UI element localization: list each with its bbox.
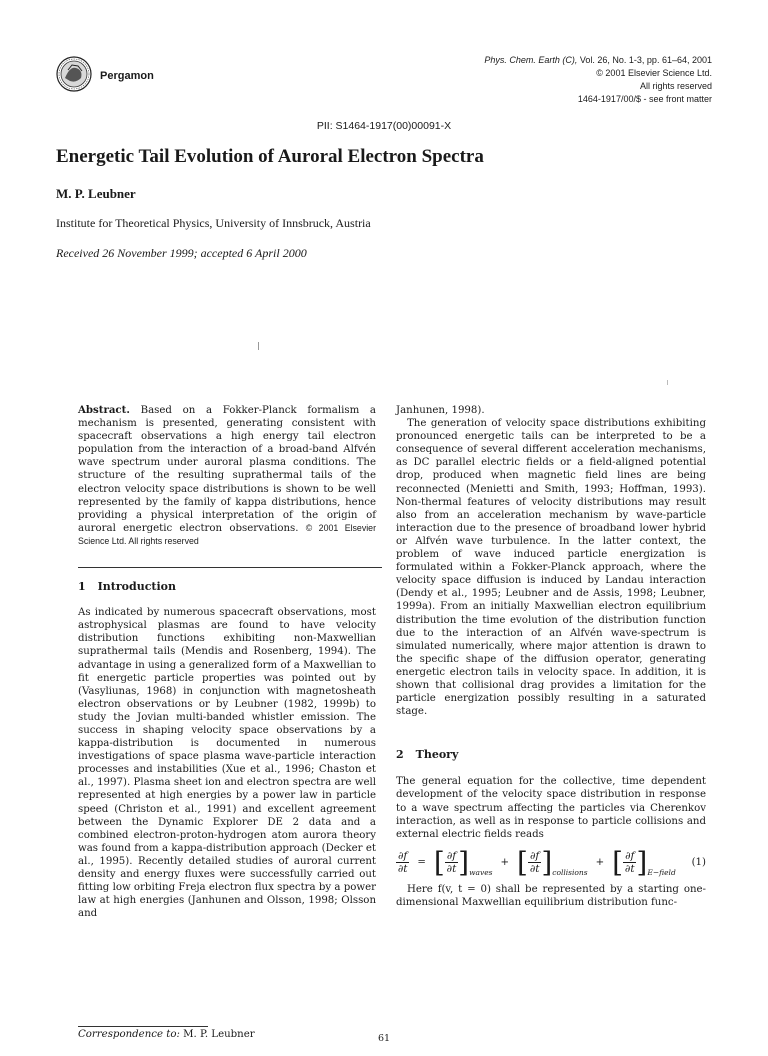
theory-paragraph-1: The general equation for the collective, time dependent development of the velocity space distribution in response to a wave spectrum affecting the particles via Cherenkov interaction, as well as in response to particle collisions and external electric fields reads: [396, 776, 706, 840]
abstract-copyright: © 2001 Elsevier Science Ltd. All rights reserved: [78, 522, 376, 546]
footnote-rule: [78, 1026, 208, 1027]
section-title: Introduction: [97, 580, 176, 594]
section-heading-introduction: [78, 580, 376, 593]
journal-name: Phys. Chem. Earth (C),: [484, 55, 578, 65]
publisher-name: Pergamon: [100, 70, 154, 82]
eq-term-efield: [ $\frac{\partial f}{\partial t}$ ] E−field: [612, 845, 676, 879]
correspondence-label: Correspondence to:: [78, 1029, 180, 1040]
equation-1: $\frac{\partial f}{\partial t}$ = [ $\frac{\partial f}{\partial t}$ ] waves + [ $\frac{\partial f}{\partial t}$ ] collisions + [ $\frac{\partial f}{\partial t}$ ] E−field (1): [397, 845, 706, 879]
theory-paragraph-2: Here f(v, t = 0) shall be represented by a starting one-dimensional Maxwellian equilibrium distribution func-: [396, 883, 706, 908]
intro-paragraph-1: As indicated by numerous spacecraft observations, most astrophysical plasmas are found to have velocity distribution functions exhibiting non-Maxwellian suprathermal tails (Mendis and Rosenberg, 1994). The advantage in using a generalized form of a Maxwellian to fit energetic particle properties was pointed out by (Vasyliunas, 1968) in conjunction with magnetosheath electron observations or by Leubner (1982, 1999b) to study the Jovian multi-banded whistler emission. The success in shaping velocity space observations by a kappa-distribution is documented in numerous investigations of space plasma wave-particle interaction processes and instabilities (Xue et al., 1996; Chaston et al., 1997). Plasma sheet ion and electron spectra are well represented at high energies by a power law in particle speed (Christon et al., 1991) and excellent agreement between the Dynamic Explorer DE 2 data and a combined electron-proton-hydrogen atom aurora theory was found from a kappa-distribution approach (Decker et al., 1995). Recently detailed studies of auroral current density and energy fluxes were successfully carried out fitting low orbiting Freja electron flux spectra by a power law at high energies (Janhunen and Olsson, 1998; Olsson and: [78, 607, 376, 920]
correspondence-name: M. P. Leubner: [179, 1029, 255, 1040]
author-name: M. P. Leubner: [56, 186, 136, 201]
journal-volume: Vol. 26, No. 1-3, pp. 61–64, 2001: [577, 55, 712, 65]
scan-mark: [258, 342, 259, 350]
section-heading-theory: [396, 748, 706, 761]
abstract-rule: [78, 567, 382, 568]
abstract: [78, 404, 376, 548]
pergamon-logo-icon: [56, 56, 92, 92]
abstract-text: Based on a Fokker-Planck formalism a mechanism is presented, generating consistent with spacecraft observations a high energy tail electron population from the interaction of a broad-band Alfvén wave spectrum under auroral plasma conditions. The structure of the resulting suprathermal tails of the electron velocity space distributions is shown to be well represented by the family of kappa distributions, hence providing a physical interpretation of the origin of auroral energetic electron observations.: [78, 405, 376, 534]
page-number: 61: [377, 1033, 391, 1044]
intro-paragraph-2: The generation of velocity space distributions exhibiting pronounced energetic tails can be interpreted to be a consequence of several different acceleration mechanisms, as DC parallel electric fields or a field-aligned potential drop, produced when magnetic field lines are being reconnected (Menietti and Smith, 1993; Hoffman, 1993). Non-thermal features of velocity distributions may result also from an acceleration mechanism by wave-particle interaction due to the presence of broadband lower hybrid or Alfvén wave turbulence. In the latter context, the problem of wave induced particle energization is formulated within a Fokker-Planck approach, where the velocity space diffusion is induced by Landau interaction (Dendy et al., 1995; Leubner and de Assis, 1998; Leubner, 1999a). From an initially Maxwellian electron equilibrium distribution the time evolution of the distribution function due to the interaction of an Alfvén wave-spectrum is simulated numerically, where major attention is drawn to the specific shape of the diffusion operator, generating energetic electron tails in velocity space. In addition, it is shown that collisional drag provides a limitation for the particle energization possibly resulting in a saturated stage.: [396, 418, 706, 718]
section-title: Theory: [415, 748, 459, 762]
scan-mark-dot: [667, 380, 668, 385]
eq-lhs: $\frac{\partial f}{\partial t}$: [397, 850, 408, 876]
abstract-label: Abstract.: [78, 404, 130, 416]
eq-term-waves: [ $\frac{\partial f}{\partial t}$ ] waves: [433, 845, 493, 879]
journal-copyright: © 2001 Elsevier Science Ltd.: [596, 68, 712, 78]
received-dates: Received 26 November 1999; accepted 6 April 2000: [56, 246, 307, 260]
intro-paragraph-1-continued: Janhunen, 1998).: [396, 405, 485, 416]
right-column: [396, 404, 706, 909]
pii-line: PII: S1464-1917(00)00091-X: [316, 120, 452, 132]
left-column: [78, 404, 376, 920]
affiliation: Institute for Theoretical Physics, University of Innsbruck, Austria: [56, 216, 371, 230]
journal-issn: 1464-1917/00/$ - see front matter: [577, 94, 712, 104]
journal-citation: [372, 54, 712, 67]
eq-term-collisions: [ $\frac{\partial f}{\partial t}$ ] collisions: [517, 845, 588, 879]
section-number: 1: [78, 580, 86, 594]
journal-info: [372, 54, 712, 106]
paper-title: Energetic Tail Evolution of Auroral Electron Spectra: [56, 146, 484, 167]
equation-number: (1): [691, 857, 706, 869]
section-number: 2: [396, 748, 404, 762]
journal-rights: All rights reserved: [639, 81, 712, 91]
